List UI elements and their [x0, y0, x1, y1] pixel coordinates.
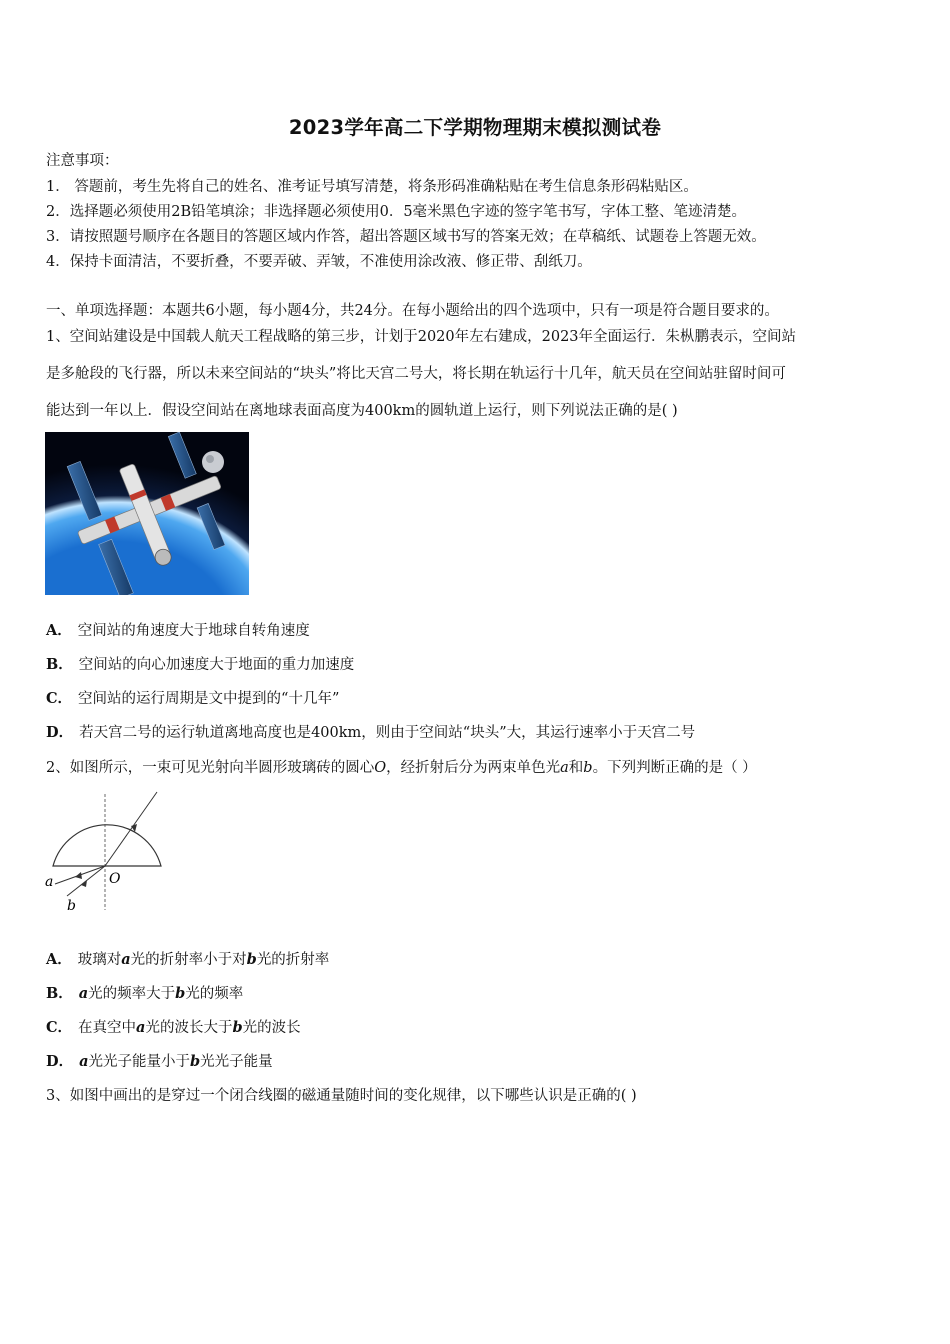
notice-item: 4．保持卡面清洁，不要折叠，不要弄破、弄皱，不准使用涂改液、修正带、刮纸刀。 [46, 254, 592, 270]
section-heading: 一、单项选择题：本题共6小题，每小题4分，共24分。在每小题给出的四个选项中，只有一项是符合题目要求的。 [46, 303, 779, 319]
question-1-option-c: C． 空间站的运行周期是文中提到的“十几年” [46, 690, 340, 707]
question-1-stem [46, 328, 906, 439]
question-2-option-d: D． a光光子能量小于b光光子能量 [46, 1053, 273, 1070]
semicircle-glass-diagram [45, 786, 165, 914]
figure-label-o: O [109, 871, 121, 887]
page-title: 2023学年高二下学期物理期末模拟测试卷 [288, 116, 662, 139]
question-1-option-d: D． 若天宫二号的运行轨道离地高度也是400km，则由于空间站“块头”大，其运行速率小于天宫二号 [46, 724, 696, 741]
question-1-line: 1、空间站建设是中国载人航天工程战略的第三步，计划于2020年左右建成，2023年全面运行．朱枞鹏表示，空间站 [46, 329, 797, 345]
question-1-line: 能达到一年以上．假设空间站在离地球表面高度为400km的圆轨道上运行，则下列说法正确的是( ) [46, 403, 678, 419]
figure-label-b: b [67, 898, 76, 914]
question-1-option-a: A． 空间站的角速度大于地球自转角速度 [46, 622, 310, 639]
question-2-option-b: B． a光的频率大于b光的频率 [46, 985, 244, 1002]
notice-item: 3．请按照题号顺序在各题目的答题区域内作答，超出答题区域书写的答案无效；在草稿纸、试题卷上答题无效。 [46, 229, 766, 245]
question-2-stem: 2、如图所示，一束可见光射向半圆形玻璃砖的圆心O，经折射后分为两束单色光a和b。下列判断正确的是（ ） [46, 760, 757, 776]
space-station-image [45, 432, 249, 595]
notice-item: 1． 答题前，考生先将自己的姓名、准考证号填写清楚，将条形码准确粘贴在考生信息条形码粘贴区。 [46, 179, 698, 195]
question-3-stem: 3、如图中画出的是穿过一个闭合线圈的磁通量随时间的变化规律，以下哪些认识是正确的( ) [46, 1088, 637, 1104]
notice-heading: 注意事项： [46, 153, 119, 169]
figure-label-a: a [45, 874, 54, 890]
notice-item: 2．选择题必须使用2B铅笔填涂；非选择题必须使用0．5毫米黑色字迹的签字笔书写，字体工整、笔迹清楚。 [46, 204, 747, 220]
question-1-line: 是多舱段的飞行器，所以未来空间站的“块头”将比天宫二号大，将长期在轨运行十几年，航天员在空间站驻留时间可 [46, 366, 786, 382]
question-2-option-c: C． 在真空中a光的波长大于b光的波长 [46, 1019, 301, 1036]
question-2-option-a: A． 玻璃对a光的折射率小于对b光的折射率 [46, 951, 330, 968]
question-1-option-b: B． 空间站的向心加速度大于地面的重力加速度 [46, 656, 355, 673]
